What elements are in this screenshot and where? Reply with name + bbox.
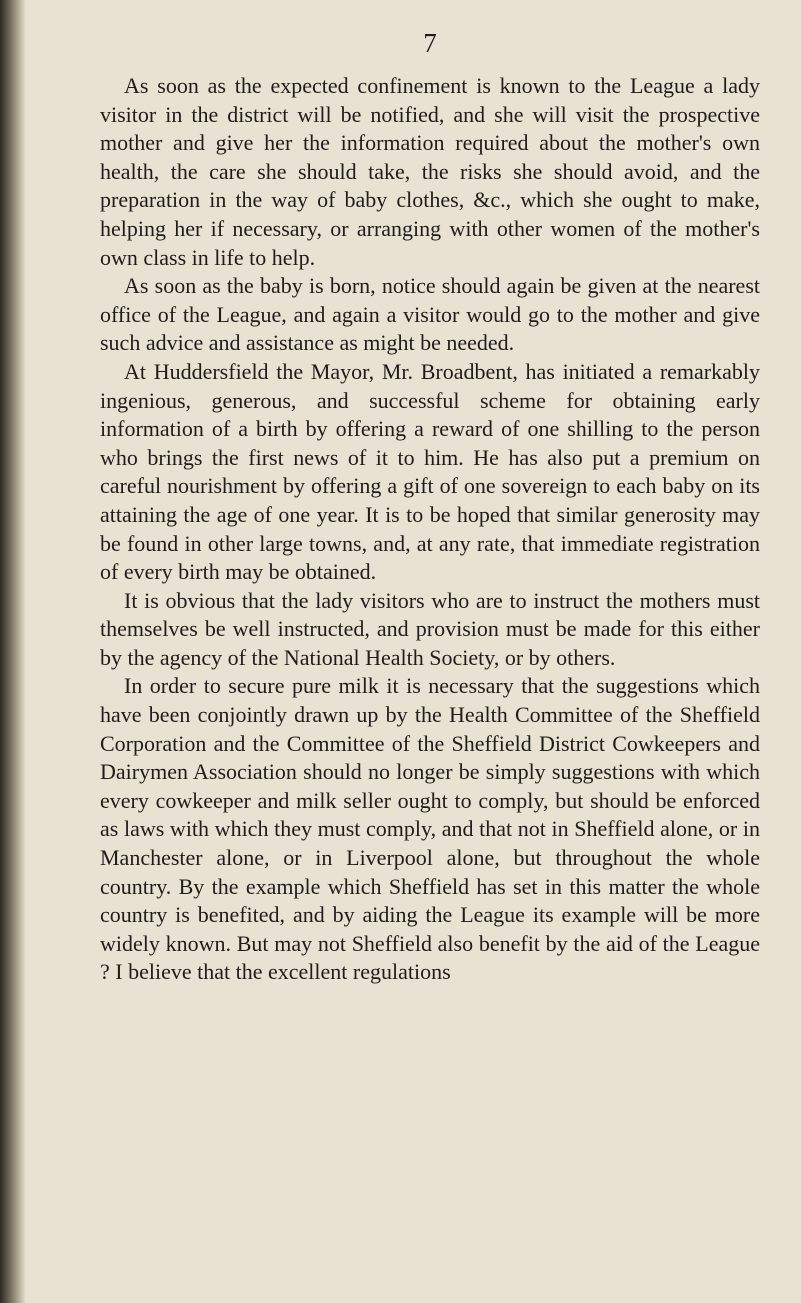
paragraph-birth-notice: As soon as the baby is born, notice should again be given at the nearest office of the League, and again a visitor would go to the mother and give such advice and assistance as might be needed. (100, 273, 760, 356)
paragraph-pure-milk: In order to secure pure milk it is necessary that the suggestions which have been conjointly drawn up by the Health Committee of the Sheffield Corporation and the Committee of the Sheffield District Cowkeepers and Dairymen Association should no longer be simply suggestions with which every cowkeeper and milk seller ought to comply, but should be enforced as laws with which they must comply, and that not in Sheffield alone, or in Manchester alone, or in Liverpool alone, but throughout the whole country. By the example which Sheffield has set in this matter the whole country is benefited, and by aiding the League its example will be more widely known. But may not Sheffield also benefit by the aid of the League ? I believe that the excellent regulations (100, 673, 760, 985)
paragraph-confinement-notice: As soon as the expected confinement is known to the League a lady visitor in the district will be notified, and she will visit the prospective mother and give her the information required about the mother's own health, the care she should take, the risks she should avoid, and the preparation in the way of baby clothes, &c., which she ought to make, helping her if necessary, or arranging with other women of the mother's own class in life to help. (100, 73, 760, 270)
body-text (100, 72, 760, 987)
paragraph-huddersfield-scheme: At Huddersfield the Mayor, Mr. Broadbent, has initiated a remarkably ingenious, generous, and successful scheme for obtaining early information of a birth by offering a reward of one shilling to the person who brings the first news of it to him. He has also put a premium on careful nourishment by offering a gift of one sovereign to each baby on its attaining the age of one year. It is to be hoped that similar generosity may be found in other large towns, and, at any rate, that immediate registration of every birth may be obtained. (100, 358, 760, 585)
book-spine-shadow (0, 0, 26, 1303)
book-page (100, 28, 760, 987)
page-number: 7 (423, 28, 437, 58)
paragraph-lady-visitors: It is obvious that the lady visitors who are to instruct the mothers must themselves be well instructed, and provision must be made for this either by the agency of the National Health Society, or by others. (100, 587, 760, 670)
